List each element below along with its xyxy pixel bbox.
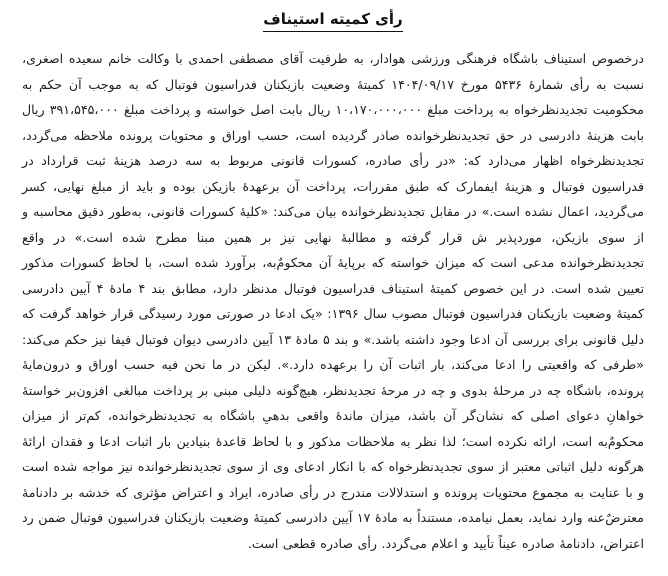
document-title-text: رأی کمیته استیناف [263,10,402,32]
ruling-body-text: درخصوص استیناف باشگاه فرهنگی ورزشی هوادار، به طرفیت آقای مصطفی احمدی با وکالت خانم سعیده اصغری، نسبت به رأی شمارۀ ۵۴۳۶ مورخ ۱۴۰۴/۰۹/۱۷ کمیتۀ وضعیت بازیکنان فدراسیون فوتبال که به موجب آن حکم به محکومیت تجدیدنظرخواه به پرداخت مبلغ ۱۰،۱۷۰،۰۰۰،۰۰۰ ریال بابت اصل خواسته و پرداخت مبلغ ۳۹۱،۵۴۵،۰۰۰ ریال بابت هزینۀ دادرسی در حق تجدیدنظرخوانده صادر گردیده است، حسب اوراق و محتویات پرونده ملاحظه می‌گردد، تجدیدنظرخواه اظهار می‌دارد که: «در رأی صادره، کسورات قانونی مربوط به سه درصد هزینۀ ثبت قرارداد در فدراسیون فوتبال و هزینۀ ایفمارک که طبق مقررات، پرداخت آن برعهدۀ بازیکن بوده و باید از مبلغ نهایی، کسر می‌گردید، اعمال نشده است.» در مقابل تجدیدنظرخوانده بیان می‌کند: «کلیۀ کسورات قانونی، به‌طور دقیق محاسبه و از سوی بازیکن، موردپذیر ش قرار گرفته و مطالبۀ نهایی نیز بر همین مبنا مطرح شده است.» در واقع تجدیدنظرخوانده مدعی است که میزان خواسته که برپایۀ آن محکومٌ‌به، برآورد شده است، با لحاظ کسورات مذکور تعیین شده است. در این خصوص کمیتۀ استیناف فدراسیون فوتبال مدنظر دارد، مطابق بند ۴ مادۀ ۴ آیین دادرسی کمیتۀ وضعیت بازیکنان فدراسیون فوتبال مصوب سال ۱۳۹۶: «یک ادعا در صورتی مورد رسیدگی قرار خواهد گرفت که دلیل قانونی برای بررسی آن ادعا وجود داشته باشد.» و بند ۵ مادۀ ۱۳ آیین دادرسی دیوان فوتبال فیفا نیز حکم می‌کند: «طرفی که واقعیتی را ادعا می‌کند، بار اثبات آن را برعهده دارد.». لیکن در ما نحن فیه حسب اوراق و درون‌مایۀ پرونده، باشگاه چه در مرحلۀ بدوی و چه در مرحۀ تجدیدنظر، هیچ‌گونه دلیلی مبنی بر پرداخت مبالغی افزون‌بر خواستۀ خواهانِ دعوای اصلی که نشان‌گر آن باشد، میزان ماندۀ واقعی بدهیِ باشگاه به تجدیدنظرخوانده، کم‌تر از میزان محکومٌ‌به است، ارائه نکرده است؛ لذا نظر به ملاحظات مذکور و با لحاظ قاعدۀ بنیادین بار اثبات ادعا و فقدان ارائۀ هرگونه دلیل اثباتی معتبر از سوی تجدیدنظرخواه که با انکار ادعای وی از سوی تجدیدنظرخوانده نیز مواجه شده است و با عنایت به مجموع محتویات پرونده و استدلالات مندرج در رأی صادره، ایراد و اعتراض مؤثری که خدشه بر دادنامۀ معترضٌ‌عنه وارد نماید، بعمل نیامده، مستنداً به مادۀ ۱۷ آیین دادرسی کمیتۀ وضعیت بازیکنان فدراسیون فوتبال ضمن رد اعتراض، دادنامۀ صادره عیناً تأیید و اعلام می‌گردد. رأی صادره قطعی است. [22,51,645,551]
document-title [22,10,644,32]
